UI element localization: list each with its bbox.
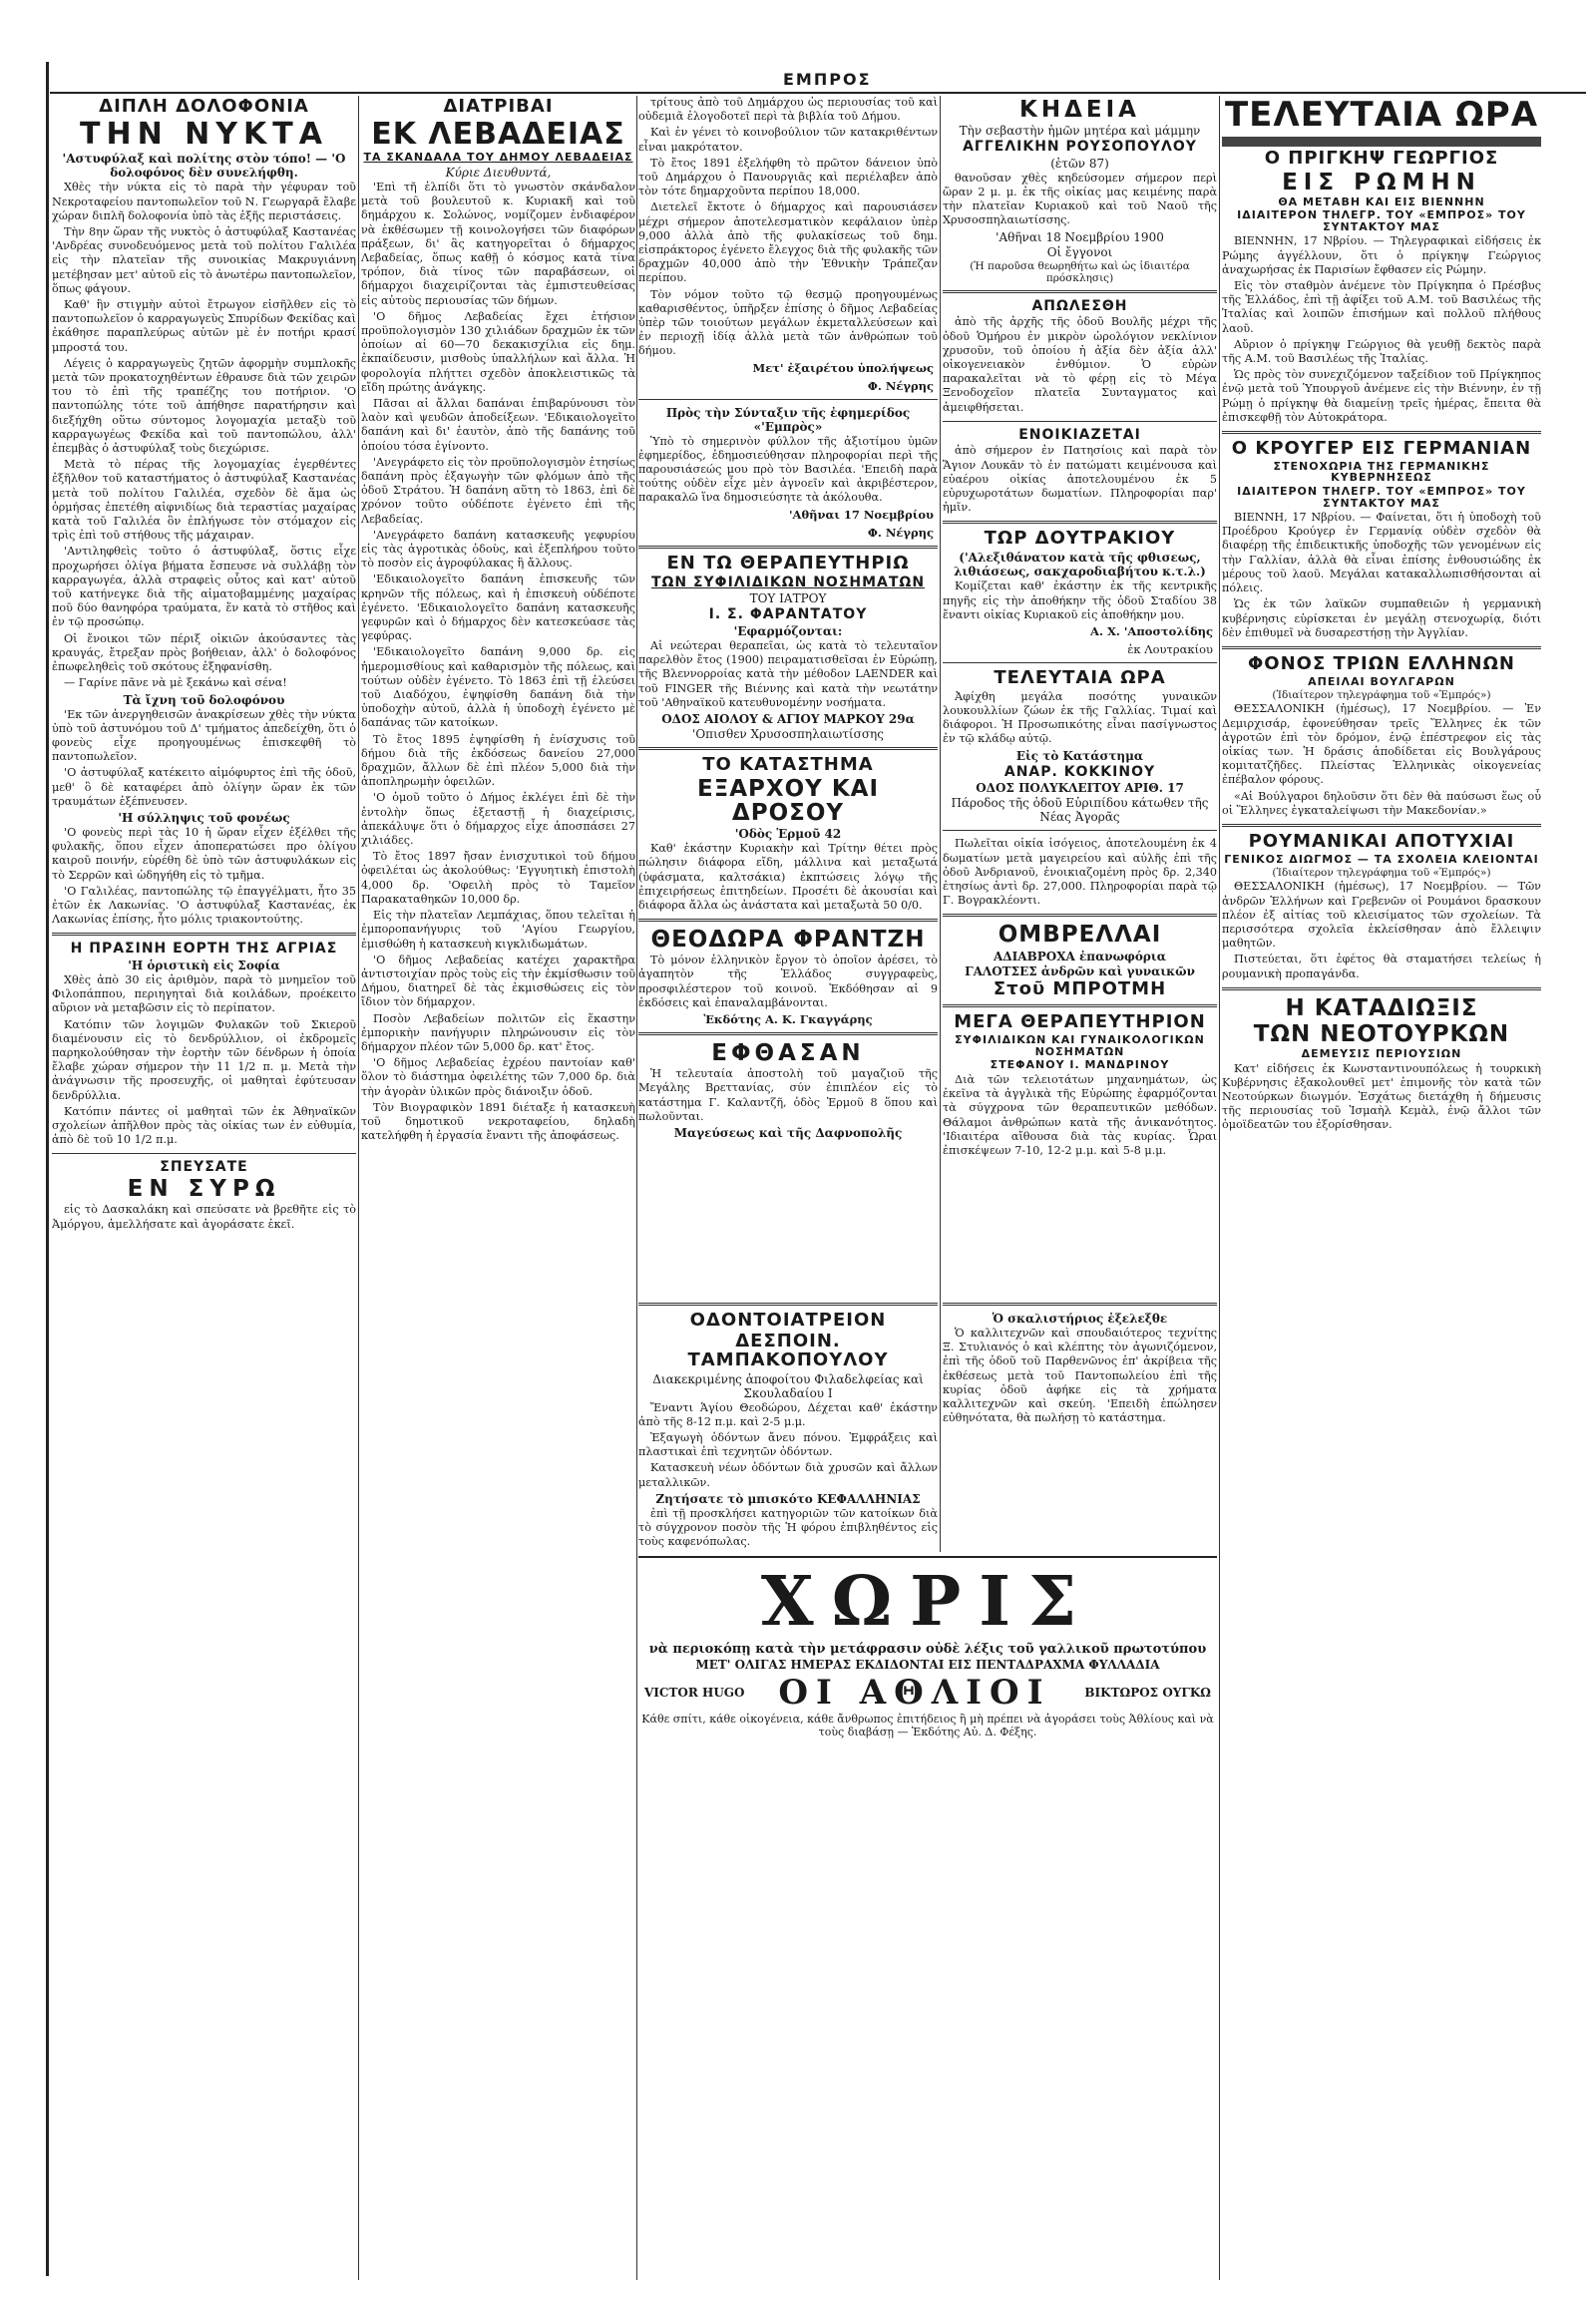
article-body xyxy=(52,181,356,690)
divider xyxy=(943,914,1217,917)
paragraph: Καθ' ἣν στιγμὴν αὐτοὶ ἔτρωγον εἰσῆλθεν εἰς τὸ παντοπωλεῖον ὁ καρραγωγεὺς Σπυρίδων Φεκίδας καὶ ἐκάθησε παραπλεύρως αὐτῶν μὲ ἐν ποτήρι κρασί μπροστά του. xyxy=(52,298,356,354)
divider xyxy=(52,933,356,936)
ad-subhead: Διακεκριμένης ἀποφοίτου Φιλαδελφείας καὶ Σκουλαδαίου Ι xyxy=(652,1371,924,1400)
paragraph: 'Ο Γαλιλέας, παντοπώλης τῷ ἐπαγγέλματι, ἦτο 35 ἐτῶν ἐκ Λακωνίας. 'Ο ἀστυφύλαξ Καστανέας, ἐκ Λακωνίας ἐπίσης, ἦτο μόλις τριακοντούτης. xyxy=(52,884,356,927)
column-2 xyxy=(361,96,635,2280)
article-kicker: ΔΙΑΤΡΙΒΑΙ xyxy=(443,96,554,117)
divider xyxy=(638,1032,938,1035)
les-miserables-banner xyxy=(638,1556,1217,1738)
article-body xyxy=(638,96,938,359)
ad-line: ΑΔΙΑΒΡΟΧΑ ἐπανωφόρια xyxy=(994,949,1166,963)
ad-subhead: Μαγεύσεως καὶ τῆς Δαφνοπολῆς xyxy=(673,1126,903,1141)
ad-headline: ΑΠΩΛΕΣΘΗ xyxy=(1031,297,1128,314)
column-divider xyxy=(940,96,941,1552)
paragraph: Τὸν νόμον τοῦτο τῷ θεσμῷ προηγουμένως καθαρισθέντος, ὑπῆρξεν ἐπίσης ὁ δῆμος Λεβαδείας ὑπὲρ τῶν τοιούτων μεγάλων ἐκμεταλλεύσεων καὶ ἐν περιοχῇ ἰδίᾳ ἀλλὰ μετὰ τῶν ἀνθρώπων τοῦ δήμου. xyxy=(638,287,938,358)
masthead xyxy=(50,70,1586,94)
paragraph: Πωλεῖται οἰκία ἰσόγειος, ἀποτελουμένη ἐκ 4 δωματίων μετὰ μαγειρείου καὶ αὐλῆς ἐπὶ τῆς ὁδοῦ Ἀνδριανοῦ, ἐνοικιαζομένη πρὸς δρ. 2,340 ἐτησίως ἀντὶ δρ. 27,000. Πληροφορίαι παρὰ τῷ Γ. Βογρακλέοντι. xyxy=(943,837,1217,908)
ad-name: ΑΝΑΡ. ΚΟΚΚΙΝΟΥ xyxy=(1003,763,1156,780)
ad-subhead: ΣΥΦΙΛΙΔΙΚΩΝ ΚΑΙ ΓΥΝΑΙΚΟΛΟΓΙΚΩΝ ΝΟΣΗΜΑΤΩΝ xyxy=(955,1033,1205,1058)
ad-subhead: 'Εφαρμόζονται: xyxy=(733,623,843,638)
paragraph: θανοῦσαν χθὲς κηδεύσομεν σήμερον περὶ ὥραν 2 μ. μ. ἐκ τῆς οἰκίας μας κειμένης παρὰ τὴν πλατεῖαν Κυριακοῦ καὶ τοῦ Ναοῦ τῆς Χρυσοσπηλαιωτίσσης. xyxy=(943,171,1217,227)
ad-headline-large: ΕΦΘΑΣΑΝ xyxy=(711,1040,865,1067)
paragraph: Ὑπὸ τὸ σημερινὸν φύλλον τῆς ἀξιοτίμου ὑμῶν ἐφημερίδος, ἐδημοσιεύθησαν πληροφορίαι περὶ τῆς παρουσιάσεώς μου πρὸ τὸν Βασιλέα. 'Επειδὴ παρὰ τούτης οὐδὲν εἶχε μὲν ἀγνοεῖν καὶ ἀκριβέστερον, παρακαλῶ ἵνα δημοσιεύσητε τὰ ἀκόλουθα. xyxy=(638,434,938,505)
divider xyxy=(943,521,1217,524)
paragraph: Καὶ ἐν γένει τὸ κοινοβούλιον τῶν κατακριθέντων εἶναι μακρότατον. xyxy=(638,126,938,154)
article-deck: ΔΕΜΕΥΣΙΣ ΠΕΡΙΟΥΣΙΩΝ xyxy=(1301,1047,1462,1061)
paragraph: Χθὲς ἀπὸ 30 εἰς ἀριθμὸν, παρὰ τὸ μνημεῖον τοῦ Φιλοπάππου, περιηγηταὶ διὰ κοιλάδων, προέκειτο αὔριον νὰ μεταβῶσιν εἰς τὸ περίπατον. xyxy=(52,973,356,1015)
ad-headline-large: ΘΕΟΔΩΡΑ ΦΡΑΝΤΖΗ xyxy=(650,927,926,954)
article-kicker: ΔΙΠΛΗ ΔΟΛΟΦΟΝΙΑ xyxy=(99,96,309,117)
ad-body xyxy=(943,837,1217,908)
divider xyxy=(943,830,1217,831)
divider xyxy=(943,1303,1217,1306)
column-1 xyxy=(52,96,356,2280)
paragraph: ΒΙΕΝΝΗΝ, 17 Νβρίου. — Τηλεγραφικαὶ εἰδήσεις ἐκ Ρώμης ἀγγέλλουν, ὅτι ὁ πρίγκηψ Γεώργιος ἀναχωρήσας ἐκ Παρισίων ἔφθασεν εἰς Ρώμην. xyxy=(1222,234,1541,276)
salutation: Κύριε Διευθυντά, xyxy=(445,165,552,180)
notice-body xyxy=(943,172,1217,228)
divider xyxy=(638,919,938,922)
paragraph: Τὸν Βιογραφικὸν 1891 διέταξε ἡ κατασκευὴ τοῦ δημοτικοῦ νεκροταφείου, δηλαδὴ κατελήφθη ἡ ἐργασία ἔναντι τῆς ἀποφάσεως. xyxy=(361,1100,635,1143)
article-deck: ΣΤΕΝΟΧΩΡΙΑ ΤΗΣ ΓΕΡΜΑΝΙΚΗΣ ΚΥΒΕΡΝΗΣΕΩΣ xyxy=(1273,459,1490,485)
paragraph: 'Ανεγράφετο δαπάνη κατασκευῆς γεφυρίου εἰς τὰς ἀγροτικὰς ὁδοὺς, καὶ ἐξεπλήρου τοῦτο τὸ ποσὸν εἰς ἀγροφύλακας ἢ ἄλλους. xyxy=(361,528,635,571)
paragraph: Πιστεύεται, ὅτι ἐφέτος θὰ σταματήσει τελείως ἡ ρουμανικὴ προπαγάνδα. xyxy=(1222,953,1541,980)
dentist-ad xyxy=(638,1297,938,1551)
paragraph: Οἱ ἔνοικοι τῶν πέριξ οἰκιῶν ἀκούσαντες τὰς κραυγάς, ἔτρεξαν πρὸς βοήθειαν, ἀλλ' ὁ δολοφόνος ἐπωφεληθεὶς τοῦ σκότους ἐξηφανίσθη. xyxy=(52,631,356,674)
paragraph: Κατασκευὴ νέων ὀδόντων διὰ χρυσῶν καὶ ἄλλων μεταλλικῶν. xyxy=(638,1461,938,1489)
divider xyxy=(943,421,1217,422)
telegram-credit: ΙΔΙΑΙΤΕΡΟΝ ΤΗΛΕΓΡ. ΤΟΥ «ΕΜΠΡΟΣ» ΤΟΥ ΣΥΝΤΑΚΤΟΥ ΜΑΣ xyxy=(1237,484,1526,510)
banner-line: ΜΕΤ' ΟΛΙΓΑΣ ΗΜΕΡΑΣ ΕΚΔΙΔΟΝΤΑΙ ΕΙΣ ΠΕΝΤΑΔΡΑΧΜΑ ΦΥΛΛΑΔΙΑ xyxy=(695,1658,1160,1672)
paragraph: 'Εκ τῶν ἀνεργηθεισῶν ἀνακρίσεων χθὲς τὴν νύκτα ὑπὸ τοῦ ἀστυνόμου τοῦ Δ' τμήματος ἀπεδείχθη, ὅτι ὁ φονεὺς εἶχε προηγουμένως ἐπισκεφθῆ τὸ παντοπωλεῖον. xyxy=(52,707,356,764)
paragraph: — Γαρίνε πᾶνε νὰ μὲ ξεκάνω καὶ σένα! xyxy=(64,676,287,690)
article-headline: ΡΟΥΜΑΝΙΚΑΙ ΑΠΟΤΥΧΙΑΙ xyxy=(1248,830,1515,852)
paragraph: ἀπὸ τῆς ἀρχῆς τῆς ὁδοῦ Βουλῆς μέχρι τῆς ὁδοῦ Ὁμήρου ἐν μικρὸν ὡρολόγιον νεκλίνιον χρυσοῦν, τοῦ ὁποίου ἡ ἀξία δὲν ἀξία ἀλλ' οἰκογενειακὸν ἐνθύμιον. Ὁ εὑρὼν παρακαλεῖται νὰ τὸ φέρῃ εἰς τὸ Μέγα Ξενοδοχεῖον πλατεῖα Συνταγματος καὶ ἀμειφθήσεται. xyxy=(943,315,1217,414)
notice-headline: ΚΗΔΕΙΑ xyxy=(1019,97,1140,123)
paragraph: Καθ' ἑκάστην Κυριακὴν καὶ Τρίτην θέτει πρὸς πώλησιν διάφορα εἴδη, μάλλινα καὶ μεταξωτά (ὑφάσματα, καλτσάκια) ἐκπτώσεις λόγῳ τῆς ἐπιχειρήσεως ἐπιτηδείων. Προσέτι δὲ ἀκουσίαι καὶ διάφορα ἄλλα ὡς ἀνάστατα καὶ μεταξωτὰ 50 0/0. xyxy=(638,842,938,912)
paragraph: 'Ο ὁμοῦ τοῦτο ὁ Δήμος ἐκλέγει ἐπὶ δὲ τὴν ἐντολὴν ὅπως ἐξεταστῇ ἡ διαχείρισις, ἀπεκάλυψε ὅτι ὁ δήμαρχος εἶχε ἀποσπάσει 27 χιλιάδες. xyxy=(361,791,635,848)
telegram-credit: (Ἰδιαίτερον τηλεγράφημα τοῦ «Ἐμπρός») xyxy=(1272,867,1491,880)
paragraph: Τὴν 8ην ὥραν τῆς νυκτὸς ὁ ἀστυφύλαξ Καστανέας 'Ανδρέας συνοδευόμενος μετὰ τοῦ πολίτου Γαλιλέα εἰς τὴν πλατεῖαν τῆς συνοικίας Μακρυγιάννη μετέβησαν μετ' αὐτοῦ εἰς τὸ ἀνωτέρω παντοπωλεῖον, ὅπως φάγουν. xyxy=(52,225,356,295)
ad-address: 'Οπισθεν Χρυσοσπηλαιωτίσσης xyxy=(692,726,884,741)
article-deck: ΑΠΕΙΛΑΙ ΒΟΥΛΓΑΡΩΝ xyxy=(1308,674,1455,688)
paragraph: 'Εδικαιολογεῖτο δαπάνη 9,000 δρ. εἰς ἡμερομισθίους καὶ καθαρισμὸν τῆς πόλεως, καὶ τούτων οὐδὲν ἐγένετο. Τὸ 1863 ἐπὶ τῇ ἐλεύσει τοῦ Διαδόχου, ἐψηφίσθη δαπάνη διὰ τὴν ὑποδοχὴν αὐτοῦ, ἀλλὰ ἡ ὑποδοχὴ ἐγένετο μὲ δαπάνας τῶν κατοίκων. xyxy=(361,645,635,730)
paragraph: Μετὰ τὸ πέρας τῆς λογομαχίας ἐγερθέντες ἐξῆλθον τοῦ καταστήματος ὁ ἀστυφύλαξ Καστανέας μετὰ τοῦ πολίτου Γαλιλέα, σχεδὸν δὲ ἅμα ὡς ὁρμήσας ἐπετέθη αἰφνιδίως διὰ τεραστίας μαχαίρας κατὰ τοῦ Γαλιλέα ὃν ἐπλήγωσε τὸν στόμαχον εἰς τρὶς ἐπὶ τοῦ στήθους τῆς μάχαιραν. xyxy=(52,458,356,543)
notice-date: 'Αθῆναι 18 Νοεμβρίου 1900 xyxy=(996,229,1164,244)
paragraph: ἀπὸ σήμερον ἐν Πατησίοις καὶ παρὰ τὸν Ἅγιον Λουκᾶν τὸ ἐν πατώματι κειμένουσα καὶ εὐαέρου οἰκίας ἀποτελουμένου ἐκ 5 εὐρυχωροτάτων δωματίων. Πληροφορίαι παρ' ἡμῖν. xyxy=(943,444,1217,515)
column-divider xyxy=(636,96,637,2280)
masthead-title: ΕΜΠΡΟΣ xyxy=(783,70,872,89)
paragraph: 'Ο φονεὺς περὶ τὰς 10 ἡ ὥραν εἶχεν ἐξέλθει τῆς φυλακῆς, ὅπου εἶχεν ἀποπερατώσει προ ὀλίγου καιροῦ ποινήν, εὑρέθη δὲ ὑπὸ τῶν ἀστυφυλάκων εἰς τὸ Σερρῶν καὶ ὡδηγήθη εἰς τὸ τμῆμα. xyxy=(52,825,356,882)
article-headline: ΤΩΝ ΝΕΟΤΟΥΡΚΩΝ xyxy=(1253,1020,1510,1047)
paragraph: Κατόπιν τῶν λογιμῶν Φυλακῶν τοῦ Σκιεροῦ διαμένουσιν εἰς τὸ δενδρύλλιον, οἱ ἐκδρομεῖς παρηκολούθησαν τὴν ἑορτὴν τῶν δένδρων ἡ ὁποία ἔλαβε χώραν σήμερον τὴν 11 1/2 π. μ. Μετὰ τὴν ἀνάγνωσιν τῆς προσευχῆς, οἱ μαθηταὶ ἐφύτευσαν δενδρύλλια. xyxy=(52,1017,356,1102)
ad-headline: ΜΕΓΑ ΘΕΡΑΠΕΥΤΗΡΙΟΝ xyxy=(954,1011,1206,1033)
paragraph: Κατόπιν πάντες οἱ μαθηταὶ τῶν ἐκ Ἀθηναϊκῶν σχολείων ἀπῆλθον πρὸς τὰς οἰκίας των ἐν εὐθυμία, ἀπὸ δὲ τοῦ 10 1/2 π.μ. xyxy=(52,1104,356,1147)
article-body xyxy=(361,181,635,1143)
section-subhead: Τὰ ἴχνη τοῦ δολοφόνου xyxy=(123,692,285,707)
ad-body xyxy=(943,315,1217,414)
paragraph: Χθὲς τὴν νύκτα εἰς τὸ παρὰ τὴν γέφυραν τοῦ Νεκροταφείου παντοπωλεῖον τοῦ Ν. Γεωργαρᾶ ἔλαβε χώραν διπλῆ δολοφονία ὑπὸ τὰς ἑξῆς περιστάσεις. xyxy=(52,181,356,222)
signature: Φ. Νέγρης xyxy=(867,525,934,540)
notice-note: (Ἡ παροῦσα θεωρηθήτω καὶ ὡς ἰδιαιτέρα πρόσκλησις) xyxy=(970,259,1190,284)
article-body xyxy=(1222,234,1541,425)
ad-address: ΟΔΟΣ ΑΙΟΛΟΥ & ΑΓΙΟΥ ΜΑΡΚΟΥ 29α xyxy=(661,711,915,726)
paragraph: τρίτους ἀπὸ τοῦ Δημάρχου ὡς περιουσίας τοῦ καὶ οὐδεμιᾶ ἐλογοδοτεῖ περὶ τὰ βιβλία τοῦ Δήμου. xyxy=(638,96,938,124)
ad-body xyxy=(943,444,1217,515)
divider xyxy=(638,747,938,750)
telegram-credit: ΙΔΙΑΙΤΕΡΟΝ ΤΗΛΕΓΡ. ΤΟΥ «ΕΜΠΡΟΣ» ΤΟΥ ΣΥΝΤΑΚΤΟΥ ΜΑΣ xyxy=(1237,208,1526,233)
ad-body xyxy=(638,1507,938,1550)
ad-signature: Α. Χ. 'Αποστολίδης xyxy=(1090,623,1213,638)
divider xyxy=(638,546,938,549)
ad-signature: Ἐκδότης Α. Κ. Γκαγγάρης xyxy=(703,1012,873,1027)
divider xyxy=(1222,824,1541,827)
paragraph: Τὸ ἔτος 1891 ἐξελήφθη τὸ πρῶτον δάνειον ὑπὸ τοῦ Δημάρχου ὁ Πανουργιᾶς καὶ περιέλαβεν ἀπὸ τὸν τότε δημαρχοῦντα περίπου 18,000. xyxy=(638,156,938,198)
article-deck: 'Αστυφύλαξ καὶ πολίτης στὸν τόπο! — 'Ο δολοφόνος δὲν συνελήφθη. xyxy=(62,152,346,181)
banner-line: νὰ περιοκόπῃ κατὰ τὴν μετάφρασιν οὐδὲ λέξις τοῦ γαλλικοῦ πρωτοτύπου xyxy=(648,1642,1207,1657)
divider xyxy=(1222,431,1541,434)
ad-address: Πάροδος τῆς ὁδοῦ Εὐριπίδου κάτωθεν τῆς Νέας Ἀγορᾶς xyxy=(951,796,1209,825)
left-margin-rule xyxy=(46,62,49,2276)
paragraph: Τὸ μόνον ἑλληνικὸν ἔργον τὸ ὁποῖον ἀρέσει, τὸ ἀγαπητὸν τῆς Ἑλλάδος συγγραφεὺς, προσφιλέστερον τοῦ κοινοῦ. Ἐκδόθησαν αἱ 9 ἐκδόσεις καὶ ἐπαναλαμβάνονται. xyxy=(638,954,938,1009)
article-body xyxy=(1222,511,1541,640)
divider xyxy=(1222,646,1541,649)
ad-body xyxy=(638,1067,938,1124)
column-4 xyxy=(943,96,1217,1293)
article-body xyxy=(52,826,356,927)
ad-name: ΣΤΕΦΑΝΟΥ Ι. ΜΑΝΔΡΙΝΟΥ xyxy=(990,1058,1170,1072)
ad-headline-large: ΟΜΒΡΕΛΛΑΙ xyxy=(998,922,1162,949)
paragraph: Ἀφίχθη μεγάλα ποσότης γυναικῶν λουκουλλίων ζώων ἐκ τῆς Γαλλίας. Τιμαί καὶ διάφοροι. Ἡ Προσωπικότης εἶναι πασίγνωστος ἐν τῷ κλάδῳ αὐτῷ. xyxy=(943,689,1217,746)
paragraph: 'Ο δῆμος Λεβαδείας ἔχει ἐτήσιον προϋπολογισμὸν 130 χιλιάδων δραχμῶν ἐκ τῶν ὁποίων αἱ 60—70 δεκακισχίλια εἰς δημ. ἐκπαίδευσιν, μισθοὺς ὑπαλλήλων καὶ ἄλλα. Ἡ φορολογία πλήττει σχεδὸν ἀποκλειστικῶς τὰ εἴδη πρώτης ἀνάγκης. xyxy=(361,309,635,394)
banner-title: ΧΩΡΙΣ xyxy=(760,1562,1095,1642)
ad-headline: ΟΔΟΝΤΟΙΑΤΡΕΙΟΝ xyxy=(689,1310,887,1331)
paragraph: ΘΕΣΣΑΛΟΝΙΚΗ (ἡμέσως), 17 Νοεμβρίου. — Ἐν Δεμιρχισάρ, ἐφονεύθησαν τρεῖς Ἕλληνες ἐκ τῶν ἀγροτῶν ἐπὶ τὸν δρόμον, ἐνῷ ἐπέστρεφον εἰς τὰς οἰκίας των. Ἡ δράσις ἀποδίδεται εἰς Βουλγάρους κομιτατζῆδες. Πλείστας Ἑλληνικὰς οἰκογενείας ἐπέβαλον φόρους. xyxy=(1222,702,1541,787)
notice-age: (ἐτῶν 87) xyxy=(1050,156,1109,171)
article-headline-large: ΕΙΣ ΡΩΜΗΝ xyxy=(1282,169,1481,195)
paragraph: Ἐξαγωγὴ ὀδόντων ἄνευ πόνου. Ἐμφράξεις καὶ πλαστικαὶ ἐπὶ τεχνητῶν ὀδόντων. xyxy=(638,1431,938,1459)
ad-name: Ι. Σ. ΦΑΡΑΝΤΑΤΟΥ xyxy=(708,606,868,623)
ad-byline: ΤΟΥ ΙΑΤΡΟΥ xyxy=(749,591,827,606)
paragraph: 'Ανεγράφετο εἰς τὸν προϋπολογισμὸν ἐτησίως δαπάνη πρὸς ἐξαγωγὴν τῶν φλόμων ἀπὸ τῆς ὁδοῦ Στράτου. Ἡ δαπάνη αὕτη τὸ 1863, ἐπὶ δὲ χρόνον τοῦτο οὐδέποτε ἐγένετο ἐπὶ τῆς Λεβαδείας. xyxy=(361,455,635,526)
paragraph: Ὡς ἐκ τῶν λαϊκῶν συμπαθειῶν ἡ γερμανικὴ κυβέρνησις εὑρίσκεται ἐν μεγάλῃ στενοχωρίᾳ, διότι δὲν ἐπιθυμεῖ νὰ δυσαρεστήσῃ τὴν Ἀγγλίαν. xyxy=(1222,597,1541,639)
ad-subhead: ('Αλεξιθάνατον κατὰ τῆς φθισεως, λιθιάσεως, σακχαροδιαβήτου κ.τ.λ.) xyxy=(954,551,1206,579)
ad-body xyxy=(943,579,1217,622)
notice-subhead: Τὴν σεβαστὴν ἡμῶν μητέρα καὶ μάμμην xyxy=(959,124,1201,139)
ad-line: ΓΑΛΟΤΣΕΣ ἀνδρῶν καὶ γυναικῶν xyxy=(965,963,1195,978)
article-headline: ΕΚ ΛΕΒΑΔΕΙΑΣ xyxy=(371,116,625,152)
letter-body xyxy=(638,435,938,506)
paragraph: Ὡς πρὸς τὸν συνεχιζόμενον ταξείδιον τοῦ Πρίγκηπος ἐνῷ μετὰ τοῦ Ὑπουργοῦ ἀνέμενε εἰς τὴν Βιέννην, ἐν τῇ Ρώμῃ ὁ πρίγκηψ θὰ διαμείνῃ τρεῖς ἡμέρας, ἔπειτα θὰ ἐπισκεφθῇ τὸν Αὐτοκράτορα. xyxy=(1222,368,1541,424)
paragraph: Ὁ καλλιτεχνῶν καὶ σπουδαιότερος τεχνίτης Ξ. Στυλιανός ὁ καὶ κλέπτης τὸν ἀγωνιζόμενον, ἐπὶ τῆς ὁδοῦ τοῦ Παρθενῶνος ἐπ' ἀκρίβεια τῆς ἐκθέσεως μετὰ τοῦ Παντοπωλείου ἐπὶ τῆς κυρίας ὁδοῦ ἀφήκε εἰς τὰ χρήματα καλλιτεχνῶν καὶ σκεύη. 'Επειδὴ ἐπώλησεν εὐθηνότατα, θὰ πωλήσῃ τὸ κατάστημα. xyxy=(943,1327,1217,1425)
telegram-credit: (Ἰδιαίτερον τηλεγράφημα τοῦ «Ἐμπρός») xyxy=(1272,689,1491,702)
banner-footer: Κάθε σπίτι, κάθε οἰκογένεια, κάθε ἄνθρωπος ἐπιτήδειος ἢ μὴ πρέπει νὰ ἀγοράσει τοὺς Ἀθλίους καὶ νὰ τοὺς διαβάσῃ — Ἐκδότης Αὐ. Δ. Φέξης. xyxy=(641,1713,1214,1738)
ad-body xyxy=(638,842,938,913)
article-headline: Ο ΠΡΙΓΚΗΨ ΓΕΩΡΓΙΟΣ xyxy=(1264,147,1499,169)
ad-subhead: Εἰς τὸ Κατάστημα xyxy=(1015,748,1144,763)
divider xyxy=(943,290,1217,293)
paragraph: Πᾶσαι αἱ ἄλλαι δαπάναι ἐπιβαρύνουσι τὸν λαὸν καὶ ψευδῶν ἀποδείξεων. 'Εδικαιολογεῖτο δαπάνη καὶ δι' ἑαυτὸν, ἀπὸ τῆς δαπάνης τοῦ ὁποίου τόσα ἐγίνοντο. xyxy=(361,396,635,453)
ad-headline: Ζητήσατε τὸ μπισκότο ΚΕΦΑΛΛΗΝΙΑΣ xyxy=(655,1491,921,1506)
ad-address: 'Οδὸς Ἑρμοῦ 42 xyxy=(734,827,842,842)
article-headline: ΤΗΝ ΝΥΚΤΑ xyxy=(80,116,328,152)
divider xyxy=(1222,987,1541,990)
ad-headline-large: ΕΝ ΣΥΡΩ xyxy=(127,1176,281,1203)
ad-headline: ΕΝΟΙΚΙΑΖΕΤΑΙ xyxy=(1018,426,1141,443)
paragraph: ΒΙΕΝΝΗ, 17 Νβρίου. — Φαίνεται, ὅτι ἡ ὑποδοχὴ τοῦ Προέδρου Κρούγερ ἐν Γερμανίᾳ οὐδὲν σχεδὸν θὰ διαφέρῃ τῆς ἐπιδεικτικῆς ὑποδοχῆς τῶν γενομένων εἰς τὴν Γαλλίαν, ἀλλὰ θὰ εἶναι ἐπίσης ἐνθουσιώδης ἐκ μέρους τοῦ λαοῦ. Μεγάλαι κατακαλλωπισθήσονται αἱ πόλεις. xyxy=(1222,511,1541,595)
column-3 xyxy=(638,96,938,1293)
ad-line: Στοῦ ΜΠΡΟΤΜΗ xyxy=(993,977,1167,999)
article-headline: Η ΠΡΑΣΙΝΗ ΕΟΡΤΗ ΤΗΣ ΑΓΡΙΑΣ xyxy=(70,941,338,958)
article-headline: ΦΟΝΟΣ ΤΡΙΩΝ ΕΛΛΗΝΩΝ xyxy=(1248,652,1515,674)
signature: Φ. Νέγρης xyxy=(867,378,934,393)
column-divider xyxy=(358,96,359,2280)
paragraph: Εἰς τὴν πλατεῖαν Λεμπάχιας, ὅπου τελεῖται ἡ ἐμποροπανήγυρις τοῦ 'Αγίου Γεωργίου, ἐμισθώθη ἡ κατασκευὴ κιγκλιδωμάτων. xyxy=(361,909,635,951)
ad-body xyxy=(943,690,1217,747)
divider xyxy=(638,1303,938,1306)
paragraph: Εἰς τὸν σταθμὸν ἀνέμενε τὸν Πρίγκηπα ὁ Πρέσβυς τῆς Ἑλλάδος, ἐπὶ τῇ ἀφίξει τοῦ Α.Μ. τοῦ Βασιλέως τῆς Ἰταλίας καὶ λοιπῶν ἐπισήμων καὶ πολλοῦ πλήθους λαοῦ. xyxy=(1222,278,1541,335)
article-headline: Η ΚΑΤΑΔΙΩΞΙΣ xyxy=(1285,994,1478,1021)
notice-family: Οἱ ἔγγονοι xyxy=(1046,244,1113,259)
ad-headline: ΣΠΕΥΣΑΤΕ xyxy=(160,1159,248,1176)
divider xyxy=(638,399,938,400)
article-body xyxy=(1222,702,1541,818)
ad-headline: ΤΕΛΕΥΤΑΙΑ ΩΡΑ xyxy=(994,666,1166,688)
banner-author-greek: ΒΙΚΤΩΡΟΣ ΟΥΓΚΩ xyxy=(1084,1686,1211,1700)
paragraph: 'Εδικαιολογεῖτο δαπάνη ἐπισκευῆς τῶν κρηνῶν τῆς πόλεως, καὶ ἡ ἐπισκευὴ οὐδέποτε ἐγένετο. 'Εδικαιολογεῖτο δαπάνη κατασκευῆς γεφυρῶν καὶ ὁ δήμαρχος δὲν κατεσκεύασε τὰς γεφύρας. xyxy=(361,573,635,643)
paragraph: Ἔναντι Ἁγίου Θεοδώρου, Δέχεται καθ' ἑκάστην ἀπὸ τῆς 8-12 π.μ. καὶ 2-5 μ.μ. xyxy=(638,1400,938,1428)
article-deck: ΤΑ ΣΚΑΝΔΑΛΑ ΤΟΥ ΔΗΜΟΥ ΛΕΒΑΔΕΙΑΣ xyxy=(363,151,633,165)
ad-headline-large: ΕΞΑΡΧΟΥ ΚΑΙ ΔΡΟΣΟΥ xyxy=(696,775,880,826)
divider xyxy=(1222,137,1541,147)
ad-address: ΟΔΟΣ ΠΟΛΥΚΛΕΙΤΟΥ ΑΡΙΘ. 17 xyxy=(976,781,1184,796)
ad-body xyxy=(943,1327,1217,1425)
letter-headline: Πρὸς τὴν Σύνταξιν τῆς ἐφημερίδος «'Εμπρὸς» xyxy=(665,405,911,434)
paragraph: ΘΕΣΣΑΛΟΝΙΚΗ (ἡμέσως), 17 Νοεμβρίου. — Τῶν ἀνδρῶν Ἑλλήνων καὶ Γρεβενῶν οἱ Ρουμάνοι δρασκουν πλέον ἐξ αἰτίας τοῦ κλεισίματος τῶν σχολείων. Τὰ περισσότερα σχολεῖα ἐκλείσθησαν ἀπὸ ἔλλειψιν μαθητῶν. xyxy=(1222,880,1541,951)
paragraph: Τὸ ἔτος 1895 ἐψηφίσθη ἡ ἐνίσχυσις τοῦ δήμου διὰ τῆς ἐκδόσεως δανείου 27,000 δραχμῶν, ἄλλων δὲ ἐπὶ πλέον 5,000 διὰ τὴν ἀποπληρωμὴν ὀφειλῶν. xyxy=(361,732,635,789)
article-body xyxy=(1222,1062,1541,1133)
ad-headline: ΕΝ ΤΩ ΘΕΡΑΠΕΥΤΗΡΙΩ xyxy=(666,552,910,574)
ad-signature: ἐκ Λουτρακίου xyxy=(1127,641,1213,656)
article-deck: ΓΕΝΙΚΟΣ ΔΙΩΓΜΟΣ — ΤΑ ΣΧΟΛΕΙΑ ΚΛΕΙΟΝΤΑΙ xyxy=(1224,852,1539,866)
paragraph: Ποσὸν Λεβαδείων πολιτῶν εἰς ἕκαστην ἐμπορικὴν πανήγυριν πληρώνουσιν εἰς τὸν δήμαρχον πλέον τῶν 5,000 δρ. κατ' ἔτος. xyxy=(361,1011,635,1053)
column-divider xyxy=(1219,96,1220,2280)
shop-ad xyxy=(943,1297,1217,1551)
paragraph: 'Ο ἀστυφύλαξ κατέκειτο αἱμόφυρτος ἐπὶ τῆς ὁδοῦ, μεθ' ὃ δὲ καταφέρει ἀπὸ ὀλίγην ὥραν ἐκ τῶν τραυμάτων ἐξέπνευσεν. xyxy=(52,766,356,808)
section-subhead: 'Η σύλληψις τοῦ φονέως xyxy=(118,810,290,825)
section-banner: ΤΕΛΕΥΤΑΙΑ ΩΡΑ xyxy=(1224,96,1539,135)
paragraph: Ἡ τελευταία ἀποστολὴ τοῦ μαγαζιοῦ τῆς Μεγάλης Βρεττανίας, σύν ἐπιπλέον εἰς τὸ κατάστημα Γ. Καλαντζῆ, ὁδὸς Ἑρμοῦ 8 ὅπου καὶ πωλοῦνται. xyxy=(638,1067,938,1123)
paragraph: 'Ο δῆμος Λεβαδείας κατέχει χαρακτῆρα ἀντιστοιχίαν πρὸς τοὺς εἰς τὴν ἐκμίσθωσιν τοῦ Δήμου, διατηρεῖ δὲ τὰς ἐκμισθώσεις εἰς τὸν ἴδιον τὸν δήμαρχον. xyxy=(361,953,635,1009)
paragraph: 'Επὶ τῆ ἐλπίδι ὅτι τὸ γνωστὸν σκάνδαλον μετὰ τοῦ βουλευτοῦ κ. Κυριακῆ καὶ τοῦ δημάρχου κ. Σολώνος, νομίζομεν ἐνδιαφέρον νὰ ἐκθέσωμεν τῇ κοινολογήσει τῶν διαφόρων πράξεων, δι' ἃς κατηγορεῖται ὁ δήμαρχος Λεβαδείας, ὅπως καθῇ ὁ κόσμος κατὰ τίνα τρόπον, διὰ τίνος τῶν παραβάσεων, οἱ δήμαρχοι διαχειρίζονται τὰς ἐμπιστευθείσας εἰς αὐτοὺς περιουσίας τῶν δήμων. xyxy=(361,180,635,307)
ad-headline: ΔΕΣΠΟΙΝ. ΤΑΜΠΑΚΟΠΟΥΛΟΥ xyxy=(687,1330,889,1370)
paragraph: Κατ' εἰδήσεις ἐκ Κωνσταντινουπόλεως ἡ τουρκικὴ Κυβέρνησις ἐξακολουθεῖ μετ' ἐπιμονῆς τὸν κατὰ τῶν Νεοτούρκων διωγμόν. Ἐσχάτως διετάχθη ἡ δήμευσις τῆς περιουσίας τοῦ Ἰσμαὴλ Κεμὰλ, ἐνῷ ἄλλοι τῶν ὁμοϊδεατῶν του ἐξορίσθησαν. xyxy=(1222,1061,1541,1132)
ad-body xyxy=(943,1073,1217,1158)
article-body xyxy=(1222,880,1541,980)
banner-author-latin: VICTOR HUGO xyxy=(644,1686,745,1700)
divider xyxy=(52,1153,356,1154)
divider xyxy=(943,1004,1217,1007)
article-body xyxy=(52,708,356,809)
paragraph: Διὰ τῶν τελειοτάτων μηχανημάτων, ὡς ἐκεῖνα τὰ ἀγγλικὰ τῆς Εὐρώπης ἐφαρμόζονται τὰ σύγχρονα τῶν θεραπευτικῶν μεθόδων. Θάλαμοι ἀνθρώπων κατὰ τῆς ἀνικανότητος. 'Ιδιαιτέρα αἴθουσα διὰ τὰς κυρίας. Ὧραι ἐπισκέψεων 7-10, 12-2 μ.μ. καὶ 5-8 μ.μ. xyxy=(943,1072,1217,1157)
paragraph: Διετελεῖ ἔκτοτε ὁ δήμαρχος καὶ παρουσιάσεν μέχρι σήμερον ἀποτελεσματικὸν κεφάλαιον ὑπὲρ 9,000 ἀλλὰ ἀπὸ τῆς φυλακίσεως τοῦ δημ. εἰσπράκτορος ἐγένετο ἔλεγχος διὰ τῆς φυλακῆς τῶν δραχμῶν 40,000 ἀπὸ τὴν Ἐθνικὴν Τράπεζαν περίπου. xyxy=(638,200,938,285)
divider xyxy=(943,662,1217,663)
column-5 xyxy=(1222,96,1541,2280)
paragraph: ἐπὶ τῇ προσκλήσει κατηγοριῶν τῶν κατοίκων διὰ τὸ σύγχρονον ποσὸν τῆς Ἡ φόρου ἐπιβληθέντος εἰς τοὺς καφενόπωλας. xyxy=(638,1506,938,1549)
paragraph: 'Ο δῆμος Λεβαδείας ἐχρέου παντοίαν καθ' ὅλον τὸ διάστημα ὀφειλέτης τῶν 7,000 δρ. διὰ τὴν ἀγορὰν ὑλικῶν πρὸς διάνοιξιν ὁδοῦ. xyxy=(361,1056,635,1098)
ad-body xyxy=(638,639,938,710)
paragraph: Κομίζεται καθ' ἑκάστην ἐκ τῆς κεντρικῆς πηγῆς εἰς τὴν ἀποθήκην τῆς ὁδοῦ Σταδίου 38 ἔναντι οἰκίας Κυριακοῦ εἰς ἀποθήκην μου. xyxy=(943,579,1217,621)
article-body xyxy=(52,973,356,1147)
paragraph: Αἱ νεώτεραι θεραπεῖαι, ὡς κατὰ τὸ τελευταῖον παρελθὸν ἔτος (1900) πειραματισθεῖσαι ἐν Εὐρώπῃ, τῆς Βλεννορροίας κατὰ τὴν μέθοδον LAENDER καὶ τοῦ FINGER τῆς Βιέννης καὶ κατὰ τὴν νεωτάτην τοῦ 'Αθηναϊκοῦ κατευθυνομένην νοσήματα. xyxy=(638,638,938,709)
ad-body xyxy=(638,954,938,1010)
paragraph: Λέγεις ὁ καρραγωγεὺς ζητῶν ἀφορμὴν συμπλοκῆς μετὰ τῶν προκατοχηθέντων ἐθραυσε διὰ τῶν χειρῶν του τὸ ἐπὶ τῆς τραπέζης του ποτήριον. 'Ο παντοπώλης τότε τοῦ ἀπήθησε παρατήρησιν καὶ διεξήχθη οὕτω σύντομος λογομαχία μεταξὺ τοῦ καρραγωγέως Φεκίδα καὶ τοῦ παντοπώλου, ἀλλ' ἐπεμβὰς ὁ ἀστυφύλαξ τοὺς διεχώρισε. xyxy=(52,356,356,456)
ad-body xyxy=(638,1401,938,1490)
ad-headline: Ὁ σκαλιστήριος ἐξελεξθε xyxy=(992,1312,1168,1326)
ad-headline: ΤΩΝ ΣΥΦΙΛΙΔΙΚΩΝ ΝΟΣΗΜΑΤΩΝ xyxy=(650,574,926,590)
paragraph: Τὸ ἔτος 1897 ἤσαν ἐνισχυτικοὶ τοῦ δήμου ὀφειλέται ὡς ἀκολούθως: 'Εγγυητικὴ ἐπιστολὴ 4,000 δρ. 'Οφειλὴ πρὸς τὸ Ταμεῖον Παρακαταθηκῶν 10,000 δρ. xyxy=(361,850,635,906)
ad-body xyxy=(52,1203,356,1231)
ad-headline: ΤΩΡ ΔΟΥΤΡΑΚΙΟΥ xyxy=(984,528,1176,550)
paragraph: «Αἱ Βούλγαροι δηλοῦσιν ὅτι δὲν θὰ παύσωσι ἕως οὗ οἱ Ἕλληνες ἐγκαταλείψωσι τὴν Μακεδονίαν.» xyxy=(1222,789,1541,817)
paragraph: εἰς τὸ Δασκαλάκη καὶ σπεύσατε νὰ βρεθῆτε εἰς τὸ Ἀμόργου, ἀμελλήσατε καὶ ἀγοράσατε ἐκεῖ. xyxy=(52,1203,356,1231)
paragraph: 'Αντιληφθεὶς τοῦτο ὁ ἀστυφύλαξ, ὅστις εἶχε προχωρήσει ὀλίγα βήματα ἔσπευσε νὰ συλλάβῃ τὸν καρραγωγέα, ἀλλὰ στραφεὶς οὗτος καὶ κατ' αὐτοῦ τοῦ κατήνεγκε διὰ τῆς αἱματοβαμμένης μαχαίρας ποῦ δύο θανηφόρα τραύματα, ἕν κατὰ τὸ στῆθος καὶ ἐν τῷ προσώπῳ. xyxy=(52,545,356,629)
article-headline: Ο ΚΡΟΥΓΕΡ ΕΙΣ ΓΕΡΜΑΝΙΑΝ xyxy=(1231,438,1532,459)
notice-name: ΑΓΓΕΛΙΚΗΝ ΡΟΥΣΟΠΟΥΛΟΥ xyxy=(963,139,1197,156)
signature: Μετ' ἐξαιρέτου ὑπολήψεως xyxy=(752,360,934,375)
article-deck: ΘΑ ΜΕΤΑΒΗ ΚΑΙ ΕΙΣ ΒΙΕΝΝΗΝ xyxy=(1278,194,1485,208)
paragraph: Αὔριον ὁ πρίγκηψ Γεώργιος θὰ γευθῇ δεκτὸς παρὰ τῆς Α.Μ. τοῦ Βασιλέως τῆς Ἰταλίας. xyxy=(1222,337,1541,365)
section-subhead: 'Η ὁριστικὴ εἰς Σοφία xyxy=(128,959,280,973)
banner-book-title: ΟΙ ΑΘΛΙΟΙ xyxy=(778,1673,1051,1713)
signature: 'Αθῆναι 17 Νοεμβρίου xyxy=(789,507,934,522)
ad-headline: ΤΟ ΚΑΤΑΣΤΗΜΑ xyxy=(702,753,874,775)
